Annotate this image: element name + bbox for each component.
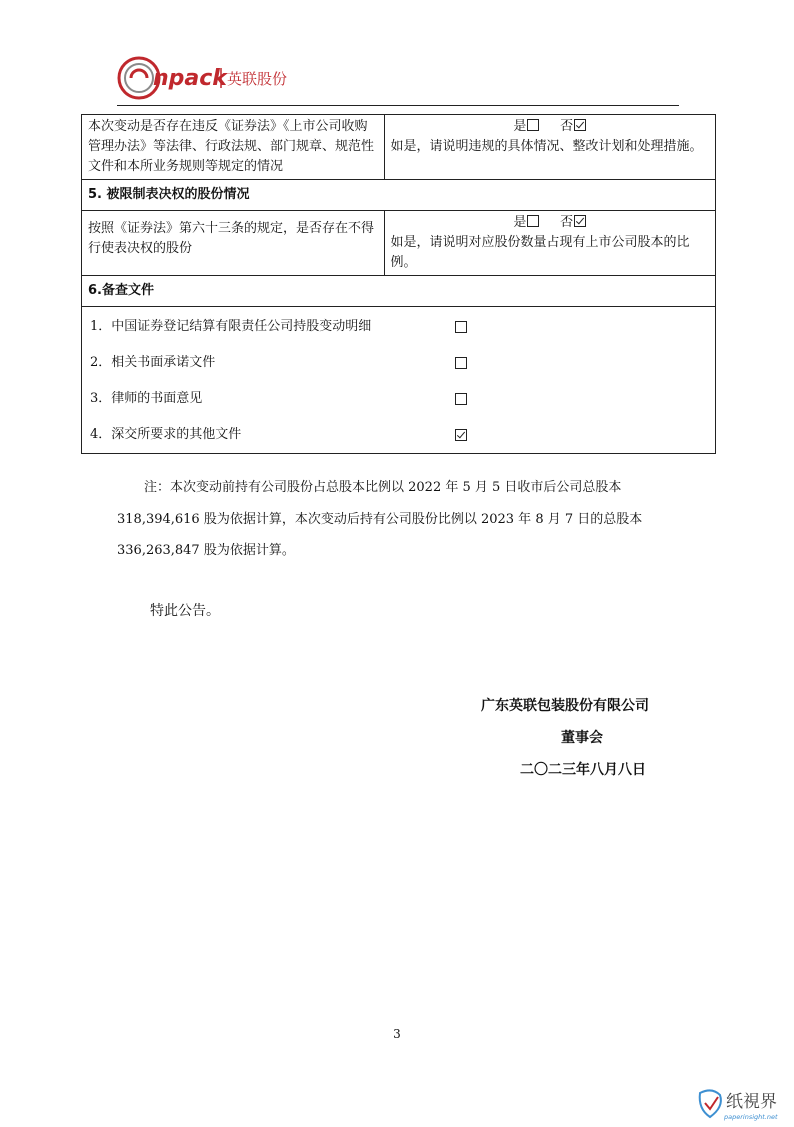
watermark bbox=[694, 1085, 794, 1123]
section5-title: 5. 被限制表决权的股份情况 bbox=[82, 180, 716, 211]
yes-label: 是 bbox=[513, 215, 527, 230]
signature-company: 广东英联包装股份有限公司 bbox=[481, 698, 649, 714]
note-line-3: 336,263,847 股为依据计算。 bbox=[117, 543, 295, 558]
logo-brand-en: npack bbox=[153, 66, 227, 91]
yes-checkbox[interactable] bbox=[527, 119, 539, 131]
file-item bbox=[90, 317, 707, 353]
section5-row bbox=[82, 211, 716, 276]
file-item bbox=[90, 425, 707, 451]
page-number: 3 bbox=[393, 1027, 401, 1041]
watermark-url: paperinsight.net bbox=[724, 1113, 778, 1121]
section5-answer bbox=[384, 211, 715, 276]
file-item-label: 4．深交所要求的其他文件 bbox=[90, 427, 242, 442]
no-checkbox-checked[interactable] bbox=[574, 215, 586, 227]
file-item-label: 3．律师的书面意见 bbox=[90, 391, 203, 406]
watermark-logo-icon bbox=[694, 1085, 794, 1123]
header-rule bbox=[117, 105, 679, 106]
section6-files-row bbox=[82, 307, 716, 454]
yes-checkbox[interactable] bbox=[527, 215, 539, 227]
section6-title: 6.备查文件 bbox=[82, 276, 716, 307]
section6-header-row bbox=[82, 276, 716, 307]
section5-answer-note: 如是，请说明对应股份数量占现有上市公司股本的比例。 bbox=[390, 235, 690, 270]
note-line-2: 318,394,616 股为依据计算，本次变动后持有公司股份比例以 2023 年 8 月 7 日的总股本 bbox=[117, 512, 643, 527]
note-line-1: 注：本次变动前持有公司股份占总股本比例以 2022 年 5 月 5 日收市后公司总股本 bbox=[144, 480, 622, 495]
no-checkbox-checked[interactable] bbox=[574, 119, 586, 131]
file-item-label: 2．相关书面承诺文件 bbox=[90, 355, 216, 370]
logo-brand-cn: 英联股份 bbox=[227, 70, 288, 88]
file-checkbox[interactable] bbox=[455, 321, 467, 333]
violation-question: 本次变动是否存在违反《证券法》《上市公司收购管理办法》等法律、行政法规、部门规章、规范性文件和本所业务规则等规定的情况 bbox=[82, 115, 385, 180]
violation-answer-note: 如是，请说明违规的具体情况、整改计划和处理措施。 bbox=[390, 139, 703, 154]
signature-board: 董事会 bbox=[561, 730, 603, 746]
section5-question: 按照《证券法》第六十三条的规定，是否存在不得行使表决权的股份 bbox=[82, 211, 385, 276]
no-label: 否 bbox=[560, 215, 574, 230]
disclosure-table bbox=[81, 114, 716, 454]
violation-yes-no bbox=[391, 117, 709, 137]
file-item-label: 1．中国证券登记结算有限责任公司持股变动明细 bbox=[90, 319, 372, 334]
file-list bbox=[82, 307, 716, 454]
watermark-cn: 纸視界 bbox=[726, 1092, 777, 1112]
no-label: 否 bbox=[560, 119, 574, 134]
closing-text: 特此公告。 bbox=[150, 603, 220, 619]
file-checkbox[interactable] bbox=[455, 393, 467, 405]
enpack-logo bbox=[117, 54, 317, 102]
violation-row bbox=[82, 115, 716, 180]
file-checkbox-checked[interactable] bbox=[455, 429, 467, 441]
signature-date: 二〇二三年八月八日 bbox=[520, 762, 646, 778]
section5-yes-no bbox=[391, 213, 709, 233]
violation-answer bbox=[384, 115, 715, 180]
yes-label: 是 bbox=[513, 119, 527, 134]
section5-header-row bbox=[82, 180, 716, 211]
file-checkbox[interactable] bbox=[455, 357, 467, 369]
file-item bbox=[90, 353, 707, 389]
file-item bbox=[90, 389, 707, 425]
page-header bbox=[117, 54, 679, 106]
